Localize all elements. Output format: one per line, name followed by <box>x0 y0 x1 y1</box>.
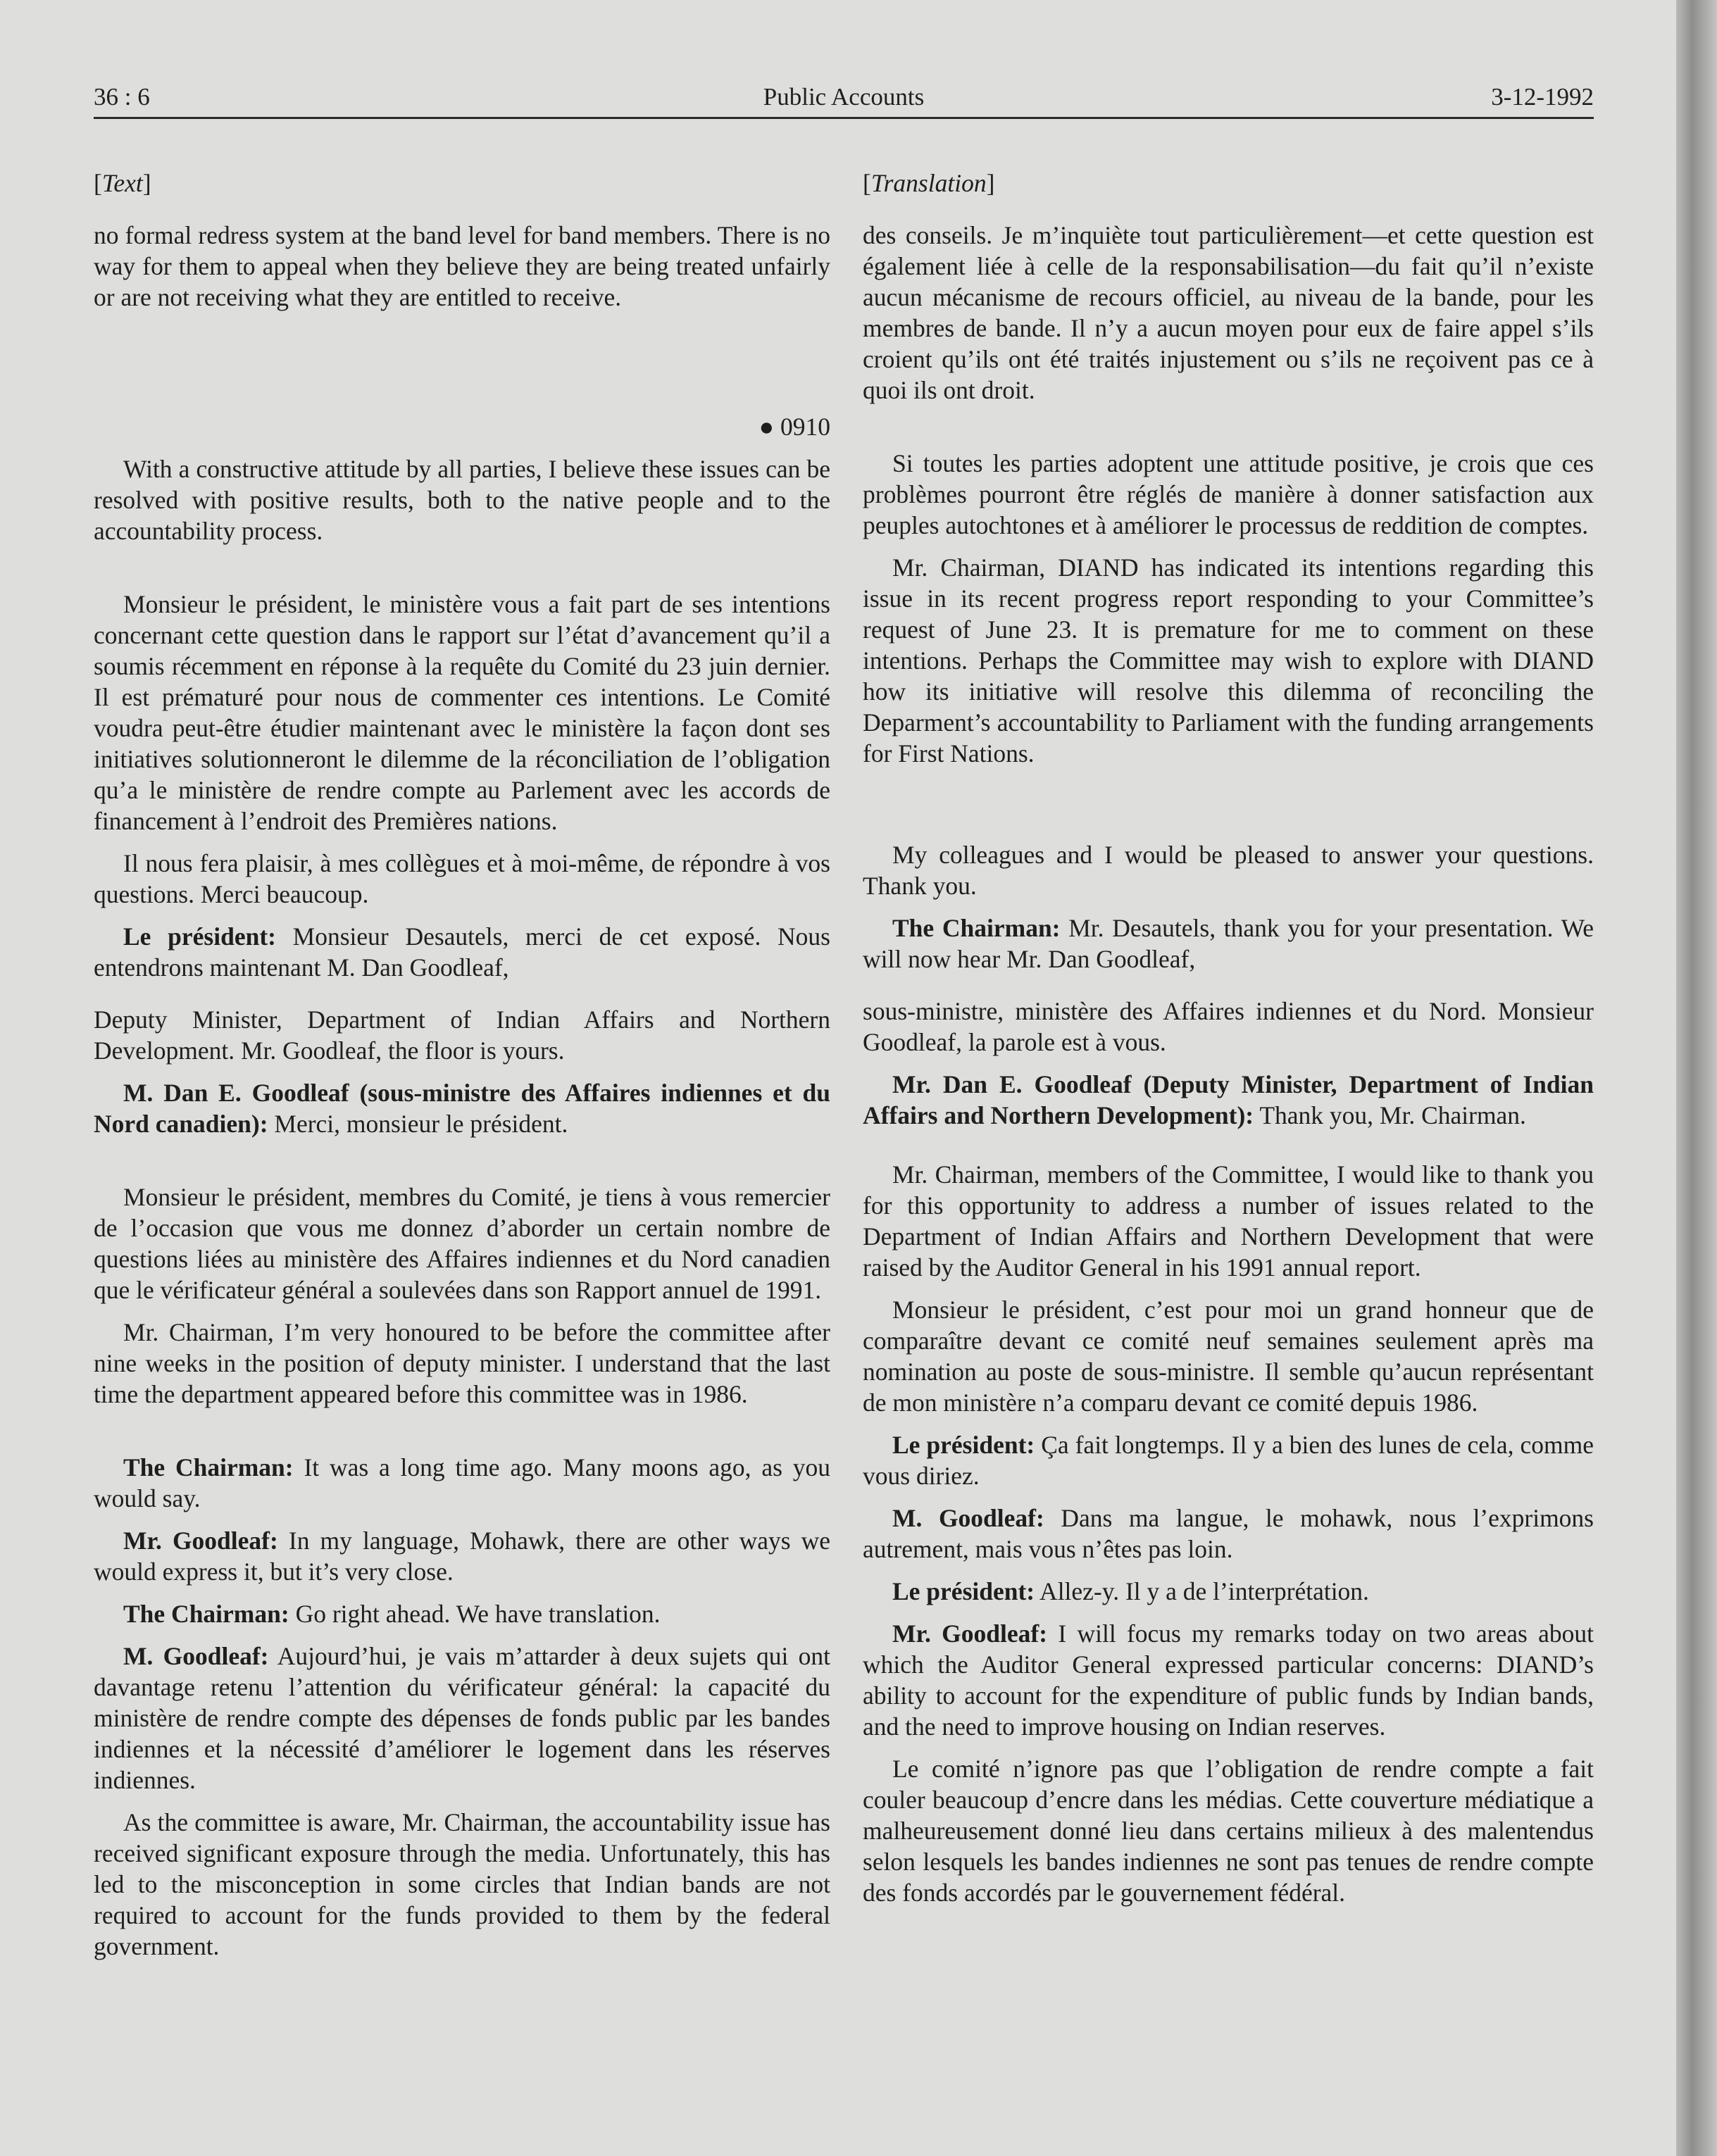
paragraph: With a constructive attitude by all parties, I believe these issues can be resolved with positive results, both to the native people and to the accountability process. <box>94 455 830 545</box>
paragraph: Deputy Minister, Department of Indian Affairs and Northern Development. Mr. Goodleaf, the floor is yours. <box>94 1005 830 1065</box>
speaker-paragraph: Le président: Monsieur Desautels, merci de cet exposé. Nous entendrons maintenant M. Dan Goodleaf, <box>94 922 830 982</box>
column-label-text: [Text] <box>94 169 151 197</box>
paragraph: As the committee is aware, Mr. Chairman, the accountability issue has received significant exposure through the media. Unfortunately, this has led to the misconception in some circles that Indian bands are not required to account for the funds provided to them by the federal government. <box>94 1808 830 1960</box>
speaker-paragraph: The Chairman: It was a long time ago. Many moons ago, as you would say. <box>94 1453 830 1512</box>
speaker-paragraph: Mr. Goodleaf: I will focus my remarks today on two areas about which the Auditor General expressed particular concerns: DIAND’s ability to account for the expenditure of public funds by Indian bands, and the need to improve housing on Indian reserves. <box>863 1619 1594 1741</box>
paragraph: Mr. Chairman, members of the Committee, I would like to thank you for this opportunity to address a number of issues related to the Department of Indian Affairs and Northern Development that were raised by the Auditor General in his 1991 annual report. <box>863 1160 1594 1281</box>
header-date: 3-12-1992 <box>1491 83 1594 111</box>
page-edge-shadow <box>1676 0 1717 2156</box>
time-mark: ● 0910 <box>758 413 830 441</box>
paragraph: Monsieur le président, membres du Comité, je tiens à vous remercier de l’occasion que vous me donnez d’aborder un certain nombre de questions liées au ministère des Affaires indiennes et du Nord canadien que le vérificateur général a soulevées dans son Rapport annuel de 1991. <box>94 1183 830 1304</box>
paragraph: des conseils. Je m’inquiète tout particulièrement—et cette question est également liée à celle de la responsabilisation—du fait qu’il n’existe aucun mécanisme de recours officiel, au niveau de la bande, pour les membres de bande. Il n’y a aucun moyen pour eux de faire appel s’ils croient qu’ils ont été traités injustement ou s’ils ne reçoivent pas ce à quoi ils ont droit. <box>863 221 1594 404</box>
speaker-name: M. Goodleaf: <box>123 1642 269 1670</box>
speaker-name: The Chairman: <box>123 1600 289 1628</box>
speaker-name: The Chairman: <box>892 914 1061 942</box>
paragraph: Si toutes les parties adoptent une attitude positive, je crois que ces problèmes pourront être réglés de manière à donner satisfaction aux peuples autochtones et à améliorer le processus de reddition de comptes. <box>863 449 1594 539</box>
paragraph: Mr. Chairman, I’m very honoured to be before the committee after nine weeks in the position of deputy minister. I understand that the last time the department appeared before this committee was in 1986. <box>94 1318 830 1408</box>
running-title: Public Accounts <box>763 83 925 111</box>
speaker-paragraph: Mr. Dan E. Goodleaf (Deputy Minister, Department of Indian Affairs and Northern Development): Thank you, Mr. Chairman. <box>863 1070 1594 1129</box>
speaker-paragraph: The Chairman: Go right ahead. We have translation. <box>123 1600 661 1628</box>
page-header <box>94 83 1594 118</box>
paragraph: Monsieur le président, le ministère vous a fait part de ses intentions concernant cette question dans le rapport sur l’état d’avancement qu’il a soumis récemment en réponse à la requête du Comité du 23 juin dernier. Il est prématuré pour nous de commenter ces intentions. Le Comité voudra peut-être étudier maintenant avec le ministère la façon dont ses initiatives solutionneront le dilemme de la réconciliation de l’obligation qu’a le ministère de rendre compte au Parlement avec les accords de financement à l’endroit des Premières nations. <box>94 590 830 835</box>
speaker-name: Mr. Dan E. Goodleaf (Deputy Minister, Department of Indian Affairs and Northern Development): <box>863 1070 1594 1129</box>
speaker-name: Le président: <box>892 1577 1035 1605</box>
speaker-name: M. Dan E. Goodleaf (sous-ministre des Affaires indiennes et du Nord canadien): <box>94 1079 830 1138</box>
column-label-translation: [Translation] <box>863 169 995 197</box>
speaker-name: The Chairman: <box>123 1453 294 1481</box>
paragraph: Le comité n’ignore pas que l’obligation de rendre compte a fait couler beaucoup d’encre dans les médias. Cette couverture médiatique a malheureusement donné lieu dans certains milieux à des malentendus selon lesquels les bandes indiennes ne sont pas tenues de rendre compte des fonds accordés par le gouvernement fédéral. <box>863 1755 1594 1907</box>
paragraph: My colleagues and I would be pleased to answer your questions. Thank you. <box>863 841 1594 900</box>
speaker-name: Le président: <box>123 922 276 951</box>
paragraph: Mr. Chairman, DIAND has indicated its intentions regarding this issue in its recent progress report responding to your Committee’s request of June 23. It is premature for me to comment on these intentions. Perhaps the Committee may wish to explore with DIAND how its initiative will resolve this dilemma of reconciling the Deparment’s accountability to Parliament with the funding arrangements for First Nations. <box>863 553 1594 767</box>
speaker-name: Le président: <box>892 1431 1035 1459</box>
speaker-paragraph: Mr. Goodleaf: In my language, Mohawk, there are other ways we would express it, but it’s very close. <box>94 1527 831 1586</box>
speaker-paragraph: M. Goodleaf: Dans ma langue, le mohawk, nous l’exprimons autrement, mais vous n’êtes pas loin. <box>863 1504 1594 1563</box>
page-number: 36 : 6 <box>94 83 150 111</box>
speaker-paragraph: Le président: Ça fait longtemps. Il y a bien des lunes de cela, comme vous diriez. <box>863 1431 1594 1490</box>
left-column <box>94 168 830 1962</box>
speaker-paragraph: M. Dan E. Goodleaf (sous-ministre des Affaires indiennes et du Nord canadien): Merci, monsieur le président. <box>94 1079 830 1138</box>
right-column <box>863 168 1594 1908</box>
speaker-name: Mr. Goodleaf: <box>123 1527 278 1555</box>
speaker-paragraph: The Chairman: Mr. Desautels, thank you for your presentation. We will now hear Mr. Dan Goodleaf, <box>863 914 1594 973</box>
speaker-name: Mr. Goodleaf: <box>892 1619 1048 1648</box>
header-rule <box>94 117 1594 119</box>
paragraph: sous-ministre, ministère des Affaires indiennes et du Nord. Monsieur Goodleaf, la parole est à vous. <box>863 997 1594 1056</box>
paragraph: no formal redress system at the band level for band members. There is no way for them to appeal when they believe they are being treated unfairly or are not receiving what they are entitled to receive. <box>94 221 830 311</box>
paragraph: Il nous fera plaisir, à mes collègues et à moi-même, de répondre à vos questions. Merci beaucoup. <box>94 849 830 908</box>
speaker-name: M. Goodleaf: <box>892 1504 1044 1532</box>
paragraph: Monsieur le président, c’est pour moi un grand honneur que de comparaître devant ce comité neuf semaines seulement après ma nomination au poste de sous-ministre. Il semble qu’aucun représentant de mon ministère n’a comparu devant ce comité depuis 1986. <box>863 1296 1594 1417</box>
speaker-paragraph: Le président: Allez-y. Il y a de l’interprétation. <box>892 1577 1369 1605</box>
speaker-paragraph: M. Goodleaf: Aujourd’hui, je vais m’attarder à deux sujets qui ont davantage retenu l’attention du vérificateur général: la capacité du ministère de rendre compte des dépenses de fonds public par les bandes indiennes et la nécessité d’améliorer le logement dans les réserves indiennes. <box>94 1642 830 1794</box>
